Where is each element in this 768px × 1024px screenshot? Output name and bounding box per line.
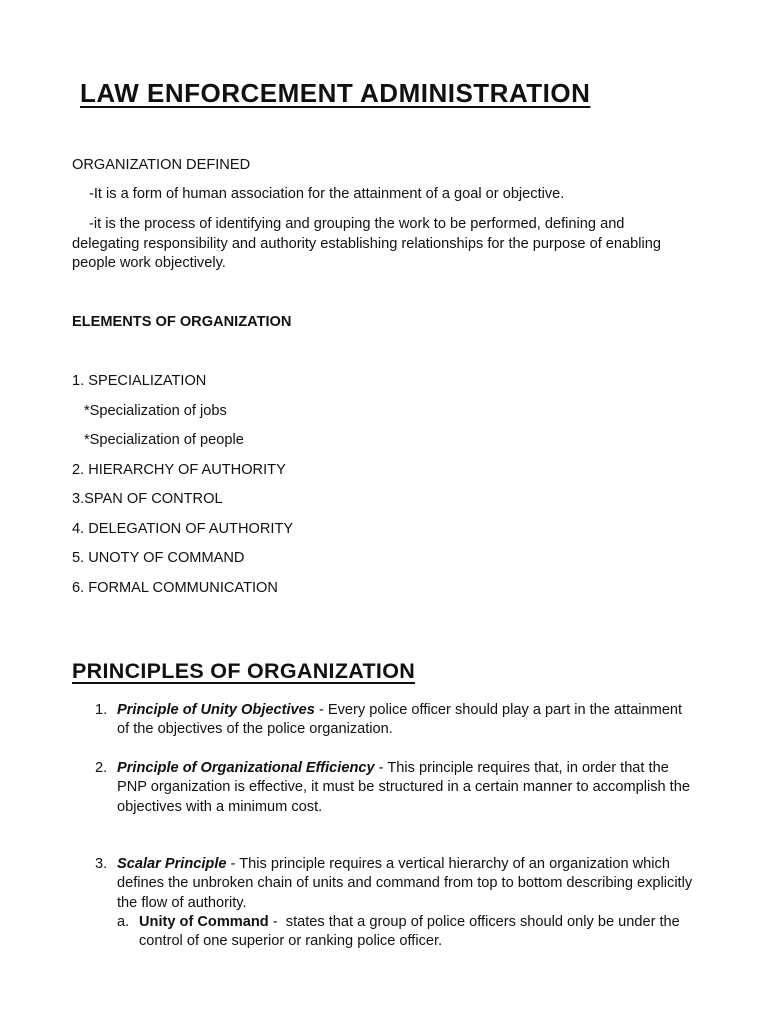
element-item: 3.SPAN OF CONTROL (72, 491, 223, 507)
principle-separator: - (226, 856, 240, 872)
organization-defined-heading: ORGANIZATION DEFINED (72, 157, 251, 173)
principle-description: This principle requires that, in order that the PNP organization is effective, it must be structured in a certain manner to accomplish the objectives with a minimum cost. (117, 760, 690, 815)
principle-number: 2. (95, 760, 108, 776)
principle-number: 1. (95, 702, 108, 718)
elements-heading: ELEMENTS OF ORGANIZATION (72, 314, 292, 330)
sub-item-separator: - (268, 914, 286, 930)
definition-2-line-3: people work objectively. (72, 255, 226, 271)
element-item: 5. UNOTY OF COMMAND (72, 550, 245, 566)
principle-item (117, 855, 697, 913)
definition-1: -It is a form of human association for the attainment of a goal or objective. (89, 186, 565, 202)
element-item: 2. HIERARCHY OF AUTHORITY (72, 462, 286, 478)
element-item: 1. SPECIALIZATION (72, 373, 207, 389)
definition-2-line-2: delegating responsibility and authority establishing relationships for the purpose of enabling (72, 236, 661, 252)
principle-separator: - (374, 760, 388, 776)
principle-number: 3. (95, 856, 108, 872)
element-subitem: *Specialization of people (84, 432, 244, 448)
principle-description: Every police officer should play a part in the attainment of the objectives of the police organization. (117, 702, 683, 738)
principle-separator: - (314, 702, 328, 718)
document-title: LAW ENFORCEMENT ADMINISTRATION (80, 78, 591, 108)
principle-item (117, 701, 697, 740)
sub-item-description: states that a group of police officers should only be under the control of one superior or ranking police officer. (139, 914, 680, 950)
definition-2-line-1: -it is the process of identifying and grouping the work to be performed, defining and (89, 216, 625, 232)
element-item: 4. DELEGATION OF AUTHORITY (72, 521, 294, 537)
principles-heading: PRINCIPLES OF ORGANIZATION (72, 659, 416, 683)
element-subitem: *Specialization of jobs (84, 403, 227, 419)
sub-item (139, 913, 684, 952)
sub-item-letter: a. (117, 914, 130, 930)
principle-description: This principle requires a vertical hierarchy of an organization which defines the unbroken chain of units and command from top to bottom describing explicitly the flow of authority. (117, 856, 693, 911)
principle-term: Scalar Principle (117, 856, 227, 872)
principle-term: Principle of Organizational Efficiency (117, 760, 375, 776)
sub-item-term: Unity of Command (139, 914, 269, 930)
element-item: 6. FORMAL COMMUNICATION (72, 580, 278, 596)
principle-item (117, 759, 697, 817)
principle-term: Principle of Unity Objectives (117, 702, 315, 718)
